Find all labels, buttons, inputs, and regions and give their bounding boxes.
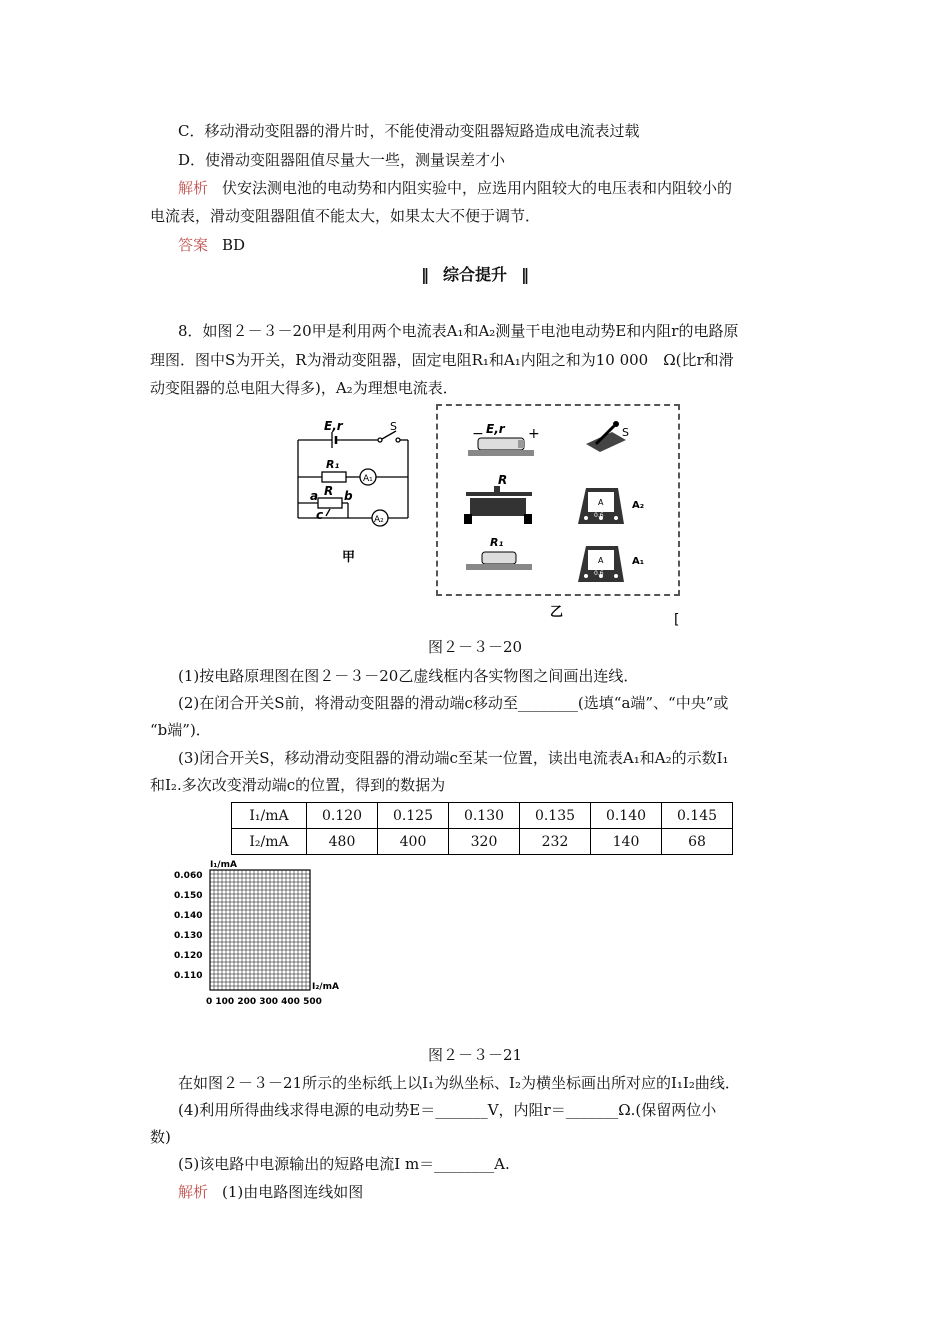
row-header-i2: I₂/mA [232,829,307,855]
q8-line-3: 动变阻器的总电阻大得多)，A₂为理想电流表． [150,379,458,397]
question-4-line-2: 数) [150,1128,171,1146]
data-table [231,802,733,855]
q8-line-1: 8．如图２－３－20甲是利用两个电流表A₁和A₂测量干电池电动势E和内阻r的电路原 [178,322,739,340]
label-a1: A₁ [363,474,373,484]
option-d: D．使滑动变阻器阻值尽量大一些，测量误差才小 [178,151,506,169]
table-row [232,803,733,829]
table-cell: 140 [591,829,662,855]
label-c: c [316,508,324,522]
table-cell: 0.135 [520,803,591,829]
ammeter-a2-letter: A [598,498,604,507]
label-b: b [344,489,353,503]
table-cell: 0.120 [307,803,378,829]
table-cell: 232 [520,829,591,855]
grid-lines [210,870,310,990]
ammeter-a1-label: A₁ [632,556,645,567]
section-title-text: 综合提升 [442,265,507,284]
row-header-i1: I₁/mA [232,803,307,829]
battery-minus: − [472,426,484,442]
battery-plus: + [528,426,540,442]
option-c: C．移动滑动变阻器的滑片时，不能使滑动变阻器短路造成电流表过载 [178,122,640,140]
y-tick: 0.060 [174,871,203,881]
figure-20-caption: 图２－３－20 [427,638,523,656]
table-cell: 0.130 [449,803,520,829]
resistor-r1-icon [466,552,532,570]
analysis-2-label: 解析 [178,1183,209,1201]
question-3-line-2: 和I₂.多次改变滑动端c的位置，得到的数据为 [150,776,446,794]
label-a2: A₂ [374,515,384,525]
section-bar-left: ‖ [420,265,429,284]
analysis-label: 解析 [178,179,209,197]
question-2-line-1: (2)在闭合开关S前，将滑动变阻器的滑动端c移动至________(选填“a端”、“中央”或 [178,694,729,712]
table-cell: 0.125 [378,803,449,829]
analysis-text-1: 伏安法测电池的电动势和内阻实验中，应选用内阻较大的电压表和内阻较小的 [222,179,733,197]
table-cell: 0.140 [591,803,662,829]
ammeter-a1-scale: 0.6 [594,570,604,577]
analysis-2 [178,1182,363,1202]
section-title [0,262,950,285]
question-5: (5)该电路中电源输出的短路电流I m＝________A. [178,1155,510,1173]
table-cell: 320 [449,829,520,855]
y-tick: 0.110 [174,971,203,981]
switch-label: S [622,426,629,439]
table-cell: 0.145 [662,803,733,829]
ammeter-a2-label: A₂ [632,500,645,511]
question-2-line-2: “b端”)． [150,721,211,739]
label-r1: R₁ [326,458,340,471]
analysis-line-1 [178,178,732,198]
table-cell: 68 [662,829,733,855]
battery-label: E,r [486,422,505,436]
analysis-2-text: (1)由电路图连线如图 [222,1183,364,1201]
y-axis-label: I₁/mA [210,860,237,870]
figure-21-caption: 图２－３－21 [427,1046,523,1064]
label-a: a [310,489,319,503]
stray-bracket: [ [674,612,680,628]
ammeter-a2-scale: 0.6 [594,512,604,519]
label-r: R [324,484,334,498]
y-tick: 0.120 [174,951,203,961]
resistor-r1-label: R₁ [490,536,504,549]
rheostat-label: R [498,473,508,487]
caption-yi: 乙 [550,605,564,620]
switch-icon [586,421,626,452]
label-er: E,r [324,419,343,433]
table-cell: 400 [378,829,449,855]
answer-line [178,235,245,255]
q8-line-2: 理图．图中S为开关，R为滑动变阻器，固定电阻R₁和A₁内阻之和为10 000 Ω(比r和滑 [150,351,734,369]
ammeter-a1-letter: A [598,556,604,565]
y-tick: 0.140 [174,911,203,921]
caption-jia: 甲 [342,550,356,565]
y-tick: 0.150 [174,891,203,901]
question-1: (1)按电路原理图在图２－３－20乙虚线框内各实物图之间画出连线． [178,667,639,685]
apparatus-diagram-yi [436,404,680,629]
question-4-line-1: (4)利用所得曲线求得电源的电动势E＝_______V，内阻r＝_______Ω.(保留两位小 [178,1101,717,1119]
circuit-diagram-jia [290,415,420,575]
y-tick: 0.130 [174,931,203,941]
x-ticks: 0 100 200 300 400 500 [206,997,322,1007]
answer-value: BD [222,236,246,254]
label-s: S [390,420,397,433]
question-3-line-1: (3)闭合开关S，移动滑动变阻器的滑动端c至某一位置，读出电流表A₁和A₂的示数I₁ [178,749,729,767]
answer-label: 答案 [178,236,209,254]
table-row [232,829,733,855]
section-bar-right: ‖ [521,265,529,284]
analysis-line-2: 电流表，滑动变阻器阻值不能太大，如果太大不便于调节． [150,207,541,225]
graph-paper [172,856,352,1012]
question-3-line-3: 在如图２－３－21所示的坐标纸上以I₁为纵坐标、I₂为横坐标画出所对应的I₁I₂曲线． [178,1074,740,1092]
rheostat-icon [464,486,532,524]
x-axis-label: I₂/mA [312,982,339,992]
table-cell: 480 [307,829,378,855]
